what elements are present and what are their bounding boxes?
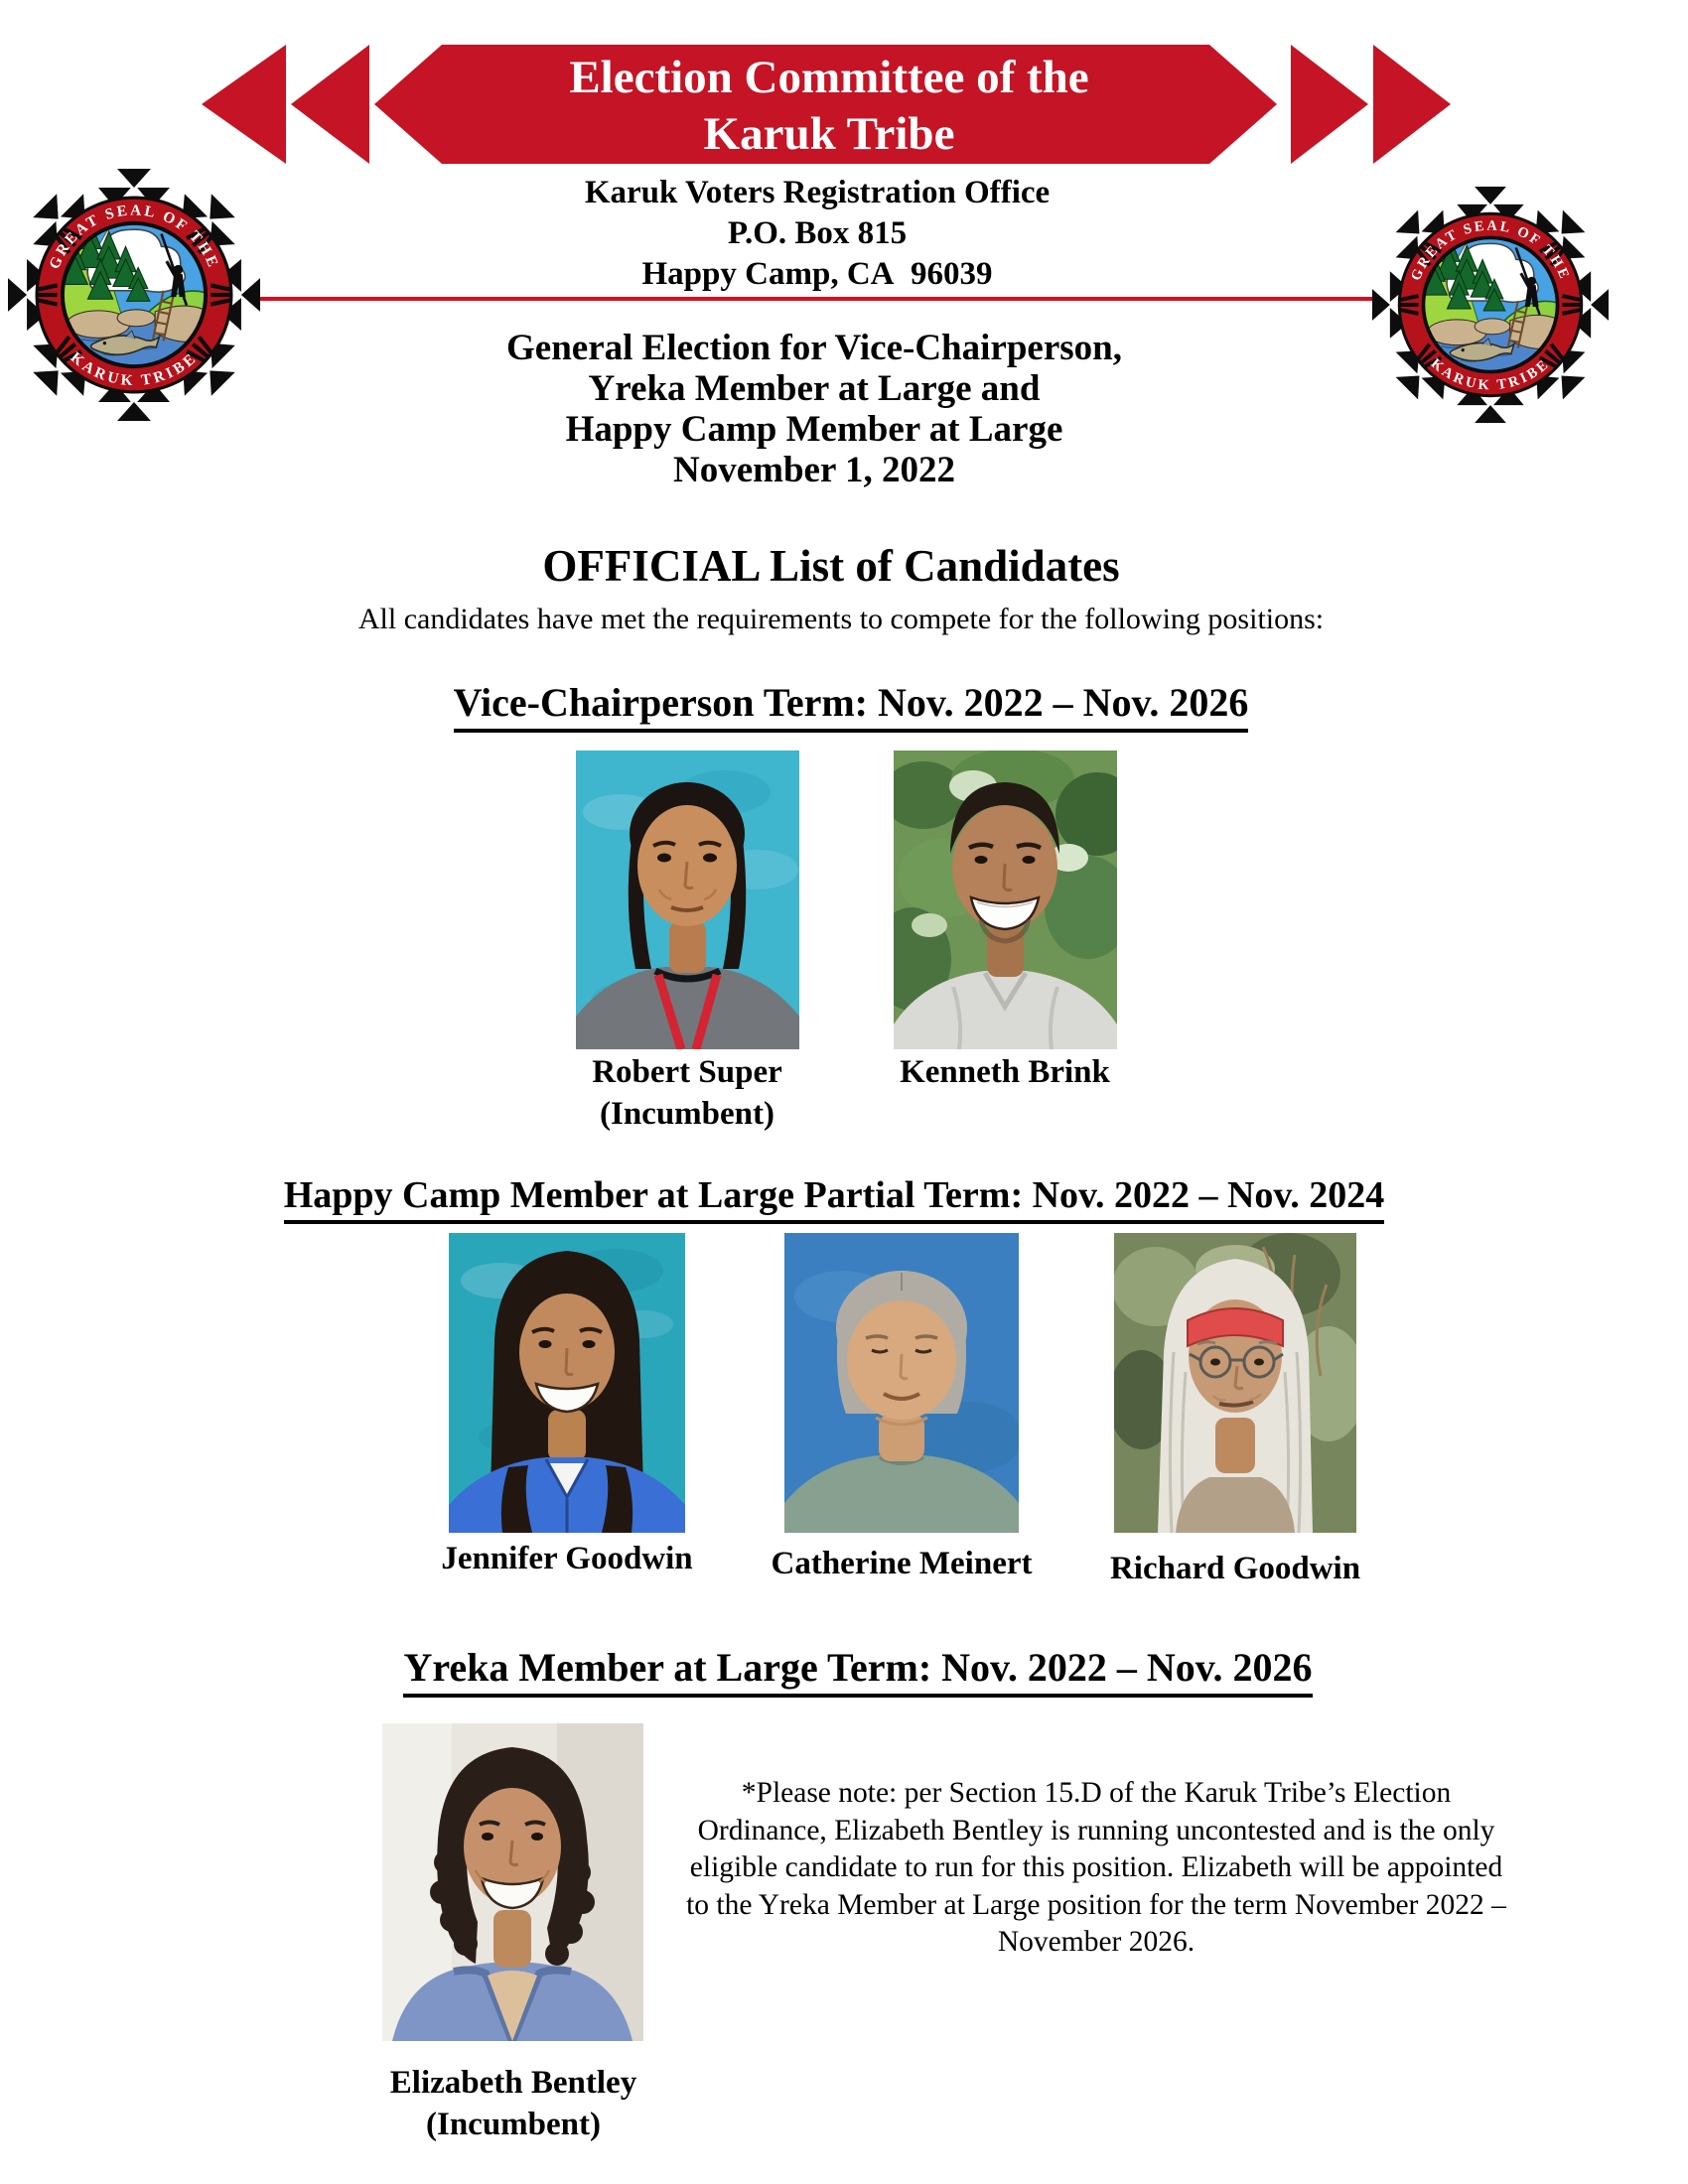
candidate-name: Elizabeth Bentley: [389, 2065, 637, 2101]
candidate-name: Robert Super: [592, 1054, 782, 1090]
official-list-heading: OFFICIAL List of Candidates: [542, 541, 1120, 591]
banner-title-line2: Karuk Tribe: [703, 108, 955, 160]
banner-left-arrow-icon: [291, 45, 369, 164]
banner-right-arrow-icon: [1291, 45, 1368, 164]
office-po-box: P.O. Box 815: [727, 215, 908, 251]
kenneth-brink-photo: [894, 751, 1117, 1049]
election-title-line3: Happy Camp Member at Large: [565, 409, 1063, 450]
banner-right-arrow-icon: [1373, 45, 1451, 164]
red-divider-line: [139, 297, 1499, 301]
banner-title: [427, 50, 1231, 163]
elizabeth-bentley-photo: [382, 1723, 643, 2041]
candidate-name: Catherine Meinert: [771, 1546, 1033, 1581]
robert-super-photo: [576, 751, 799, 1049]
election-title-line2: Yreka Member at Large and: [588, 368, 1041, 409]
office-city: Happy Camp, CA 96039: [641, 256, 993, 292]
section-yreka-heading: Yreka Member at Large Term: Nov. 2022 – Nov. 2026: [361, 1644, 1354, 1698]
jennifer-goodwin-photo: [449, 1233, 685, 1533]
official-list-subheading: All candidates have met the requirements to compete for the following positions:: [357, 603, 1325, 635]
yreka-note-text: *Please note: per Section 15.D of the Karuk Tribe’s Election Ordinance, Elizabeth Bentley is running uncontested and is the only eligible candidate to run for this position. Elizabeth will be appointed to the Yreka Member at Large position for the term November 2022 – November 2026.: [686, 1777, 1506, 1958]
election-title: [417, 328, 1211, 490]
election-title-line4: November 1, 2022: [673, 450, 955, 490]
banner-left-arrow-icon: [202, 45, 286, 164]
karuk-tribe-seal-right: [1372, 187, 1609, 423]
office-name: Karuk Voters Registration Office: [584, 175, 1051, 210]
richard-goodwin-photo: [1114, 1233, 1356, 1533]
election-title-line1: General Election for Vice-Chairperson,: [506, 328, 1122, 368]
candidate-name: Richard Goodwin: [1109, 1551, 1361, 1586]
office-address: [420, 173, 1214, 295]
section-happy-camp-heading: Happy Camp Member at Large Partial Term: Nov. 2022 – Nov. 2024: [238, 1173, 1430, 1224]
banner-title-line1: Election Committee of the: [569, 52, 1089, 103]
candidate-name: Jennifer Goodwin: [441, 1541, 693, 1576]
candidate-incumbent-label: (Incumbent): [425, 2107, 601, 2142]
section-vice-chairperson-heading: Vice-Chairperson Term: Nov. 2022 – Nov. 2026: [354, 679, 1347, 733]
candidate-name: Kenneth Brink: [900, 1054, 1110, 1090]
karuk-tribe-seal-left: [8, 169, 260, 421]
candidate-incumbent-label: (Incumbent): [599, 1096, 774, 1132]
catherine-meinert-photo: [784, 1233, 1019, 1533]
